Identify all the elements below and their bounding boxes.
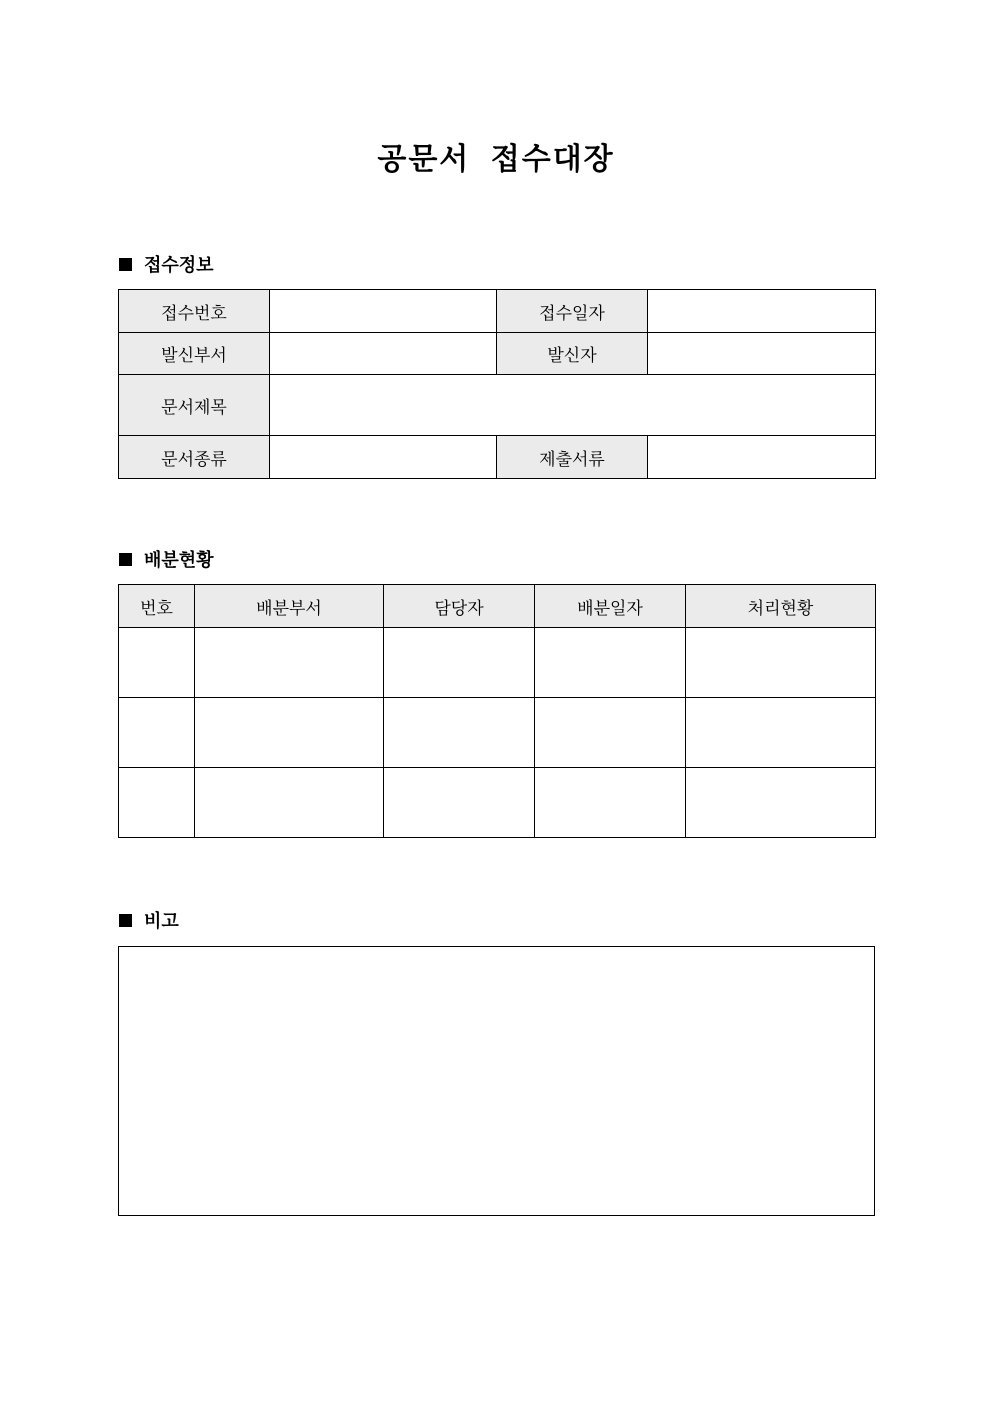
cell-status[interactable]	[686, 698, 876, 768]
column-header-assignee: 담당자	[384, 585, 535, 628]
document-title-field[interactable]	[270, 375, 876, 436]
black-square-bullet-icon	[119, 914, 132, 927]
section-heading-label: 비고	[144, 911, 179, 932]
document-title: 공문서 접수대장	[377, 142, 615, 177]
cell-assignee[interactable]	[384, 628, 535, 698]
table-row	[119, 628, 876, 698]
cell-date[interactable]	[535, 628, 686, 698]
cell-date[interactable]	[535, 768, 686, 838]
table-row	[119, 768, 876, 838]
section-heading-receipt-info	[119, 252, 214, 276]
receipt-info-table	[118, 289, 876, 479]
cell-date[interactable]	[535, 698, 686, 768]
column-header-department: 배분부서	[195, 585, 384, 628]
cell-status[interactable]	[686, 628, 876, 698]
distribution-header-row	[119, 585, 876, 628]
cell-assignee[interactable]	[384, 698, 535, 768]
cell-number[interactable]	[119, 698, 195, 768]
distribution-table	[118, 584, 876, 838]
sender-label: 발신자	[497, 333, 648, 375]
table-row	[119, 698, 876, 768]
black-square-bullet-icon	[119, 258, 132, 271]
black-square-bullet-icon	[119, 553, 132, 566]
document-type-field[interactable]	[270, 436, 497, 479]
remarks-field[interactable]	[118, 946, 875, 1216]
receipt-number-label: 접수번호	[119, 290, 270, 333]
cell-number[interactable]	[119, 768, 195, 838]
submitted-documents-label: 제출서류	[497, 436, 648, 479]
receipt-number-field[interactable]	[270, 290, 497, 333]
submitted-documents-field[interactable]	[648, 436, 876, 479]
sender-field[interactable]	[648, 333, 876, 375]
column-header-number: 번호	[119, 585, 195, 628]
cell-department[interactable]	[195, 768, 384, 838]
column-header-status: 처리현황	[686, 585, 876, 628]
sender-department-field[interactable]	[270, 333, 497, 375]
receipt-date-label: 접수일자	[497, 290, 648, 333]
document-type-label: 문서종류	[119, 436, 270, 479]
receipt-date-field[interactable]	[648, 290, 876, 333]
document-title-label: 문서제목	[119, 375, 270, 436]
section-heading-label: 배분현황	[144, 550, 214, 571]
sender-department-label: 발신부서	[119, 333, 270, 375]
section-heading-remarks	[119, 908, 179, 932]
cell-department[interactable]	[195, 698, 384, 768]
column-header-date: 배분일자	[535, 585, 686, 628]
cell-number[interactable]	[119, 628, 195, 698]
cell-department[interactable]	[195, 628, 384, 698]
section-heading-distribution	[119, 547, 214, 571]
cell-assignee[interactable]	[384, 768, 535, 838]
cell-status[interactable]	[686, 768, 876, 838]
section-heading-label: 접수정보	[144, 255, 214, 276]
